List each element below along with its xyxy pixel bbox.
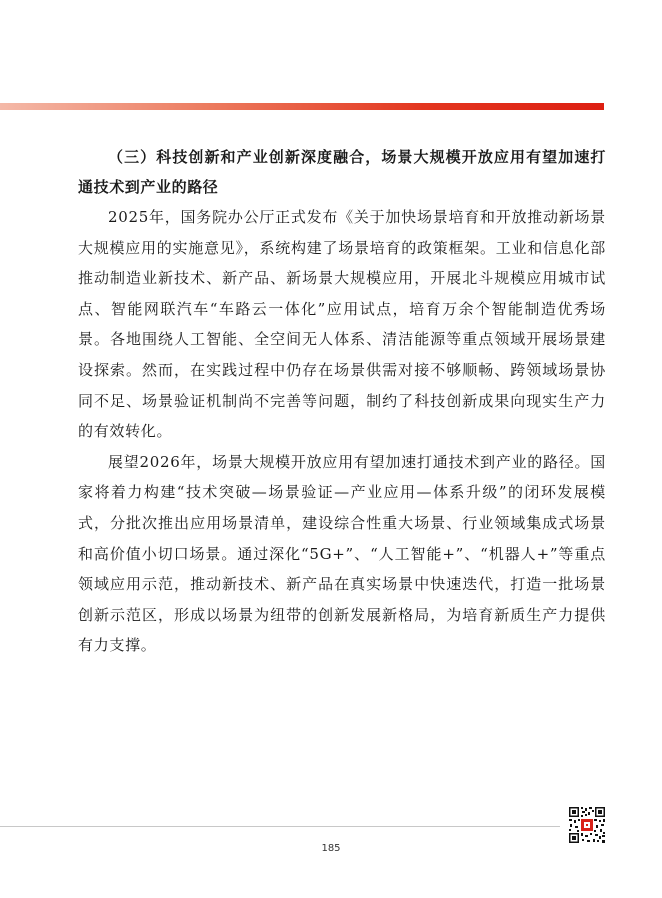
body-paragraph-2: 展望2026年，场景大规模开放应用有望加速打通技术到产业的路径。国家将着力构建“技术突破—场景验证—产业应用—体系升级”的闭环发展模式，分批次推出应用场景清单，建设综合性重大场景、行业领域集成式场景和高价值小切口场景。通过深化“5G+”、“人工智能+”、“机器人+”等重点领域应用示范，推动新技术、新产品在真实场景中快速迭代，打造一批场景创新示范区，形成以场景为纽带的创新发展新格局，为培育新质生产力提供有力支撑。 bbox=[78, 452, 606, 655]
main-content bbox=[78, 142, 606, 661]
header-accent-rule bbox=[0, 103, 604, 110]
qr-code-icon bbox=[568, 806, 606, 844]
body-paragraph-1: 2025年，国务院办公厅正式发布《关于加快场景培育和开放推动新场景大规模应用的实施意见》，系统构建了场景培育的政策框架。工业和信息化部推动制造业新技术、新产品、新场景大规模应用，开展北斗规模应用城市试点、智能网联汽车“车路云一体化”应用试点，培育万余个智能制造优秀场景。各地围绕人工智能、全空间无人体系、清洁能源等重点领域开展场景建设探索。然而，在实践过程中仍存在场景供需对接不够顺畅、跨领域场景协同不足、场景验证机制尚不完善等问题，制约了科技创新成果向现实生产力的有效转化。 bbox=[78, 208, 606, 441]
footer-rule bbox=[0, 826, 560, 827]
section-heading: （三）科技创新和产业创新深度融合，场景大规模开放应用有望加速打通技术到产业的路径 bbox=[78, 148, 606, 196]
page-number: 185 bbox=[321, 843, 341, 854]
